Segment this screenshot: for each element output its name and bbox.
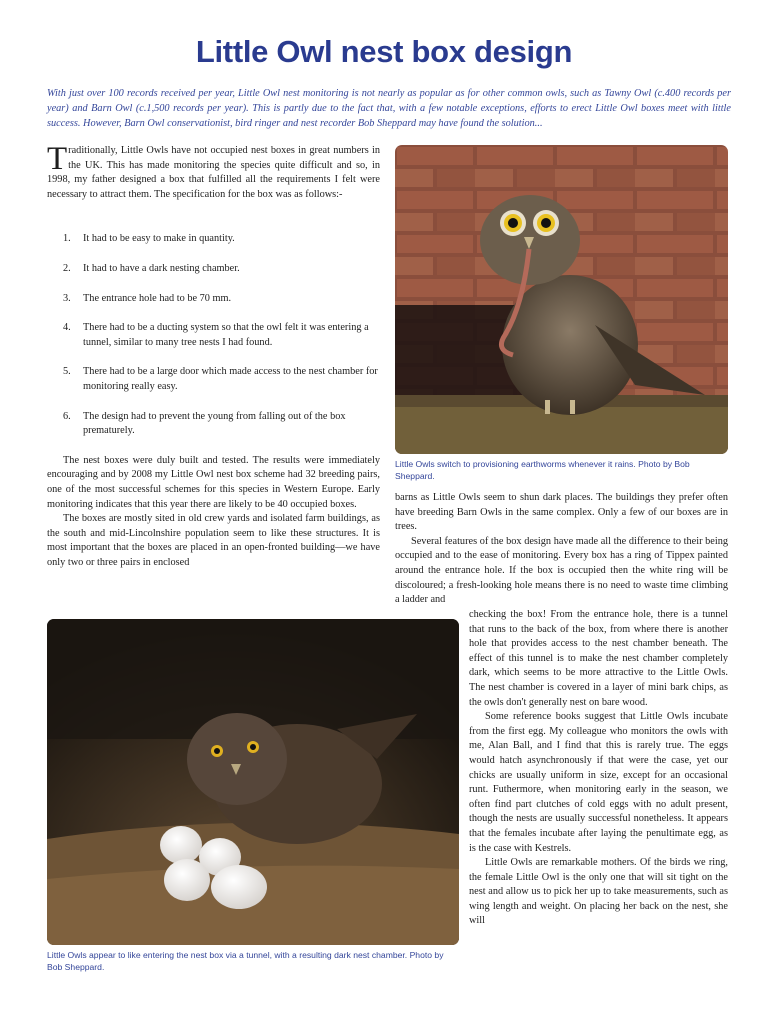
article-title: Little Owl nest box design: [195, 34, 573, 69]
owl-earthworm-image: [395, 145, 728, 454]
owl-earthworm-photo: [395, 145, 728, 454]
paragraph-2: The nest boxes were duly built and tested. The results were immediately encouraging and by 2008 my Little Owl nest box scheme had 32 breeding pairs, one of the most successful schemes for this species in Western Europe. Early monitoring indicates that this year there are likely to be 40 occupied boxes.: [47, 454, 380, 510]
list-item: 6. The design had to prevent the young from falling out of the box prematurely.: [63, 410, 346, 437]
photo-caption-2: Little Owls appear to like entering the nest box via a tunnel, with a resulting dark nest chamber. Photo by Bob Sheppard.: [47, 950, 444, 972]
list-item: 2. It had to have a dark nesting chamber.: [63, 262, 240, 274]
photo-caption-1: Little Owls switch to provisioning earthworms whenever it rains. Photo by Bob Sheppard.: [395, 459, 690, 481]
left-column: [47, 141, 380, 570]
owl-nest-photo: [47, 619, 459, 945]
paragraph-5: Several features of the box design have made all the difference to their being occupied and to the ease of monitoring. Every box has a ring of Tippex painted around the entrance hole. If the box is occupied then the white ring will be discoloured; a fresh-looking hole means there is no need to waste time climbing a ladder and: [395, 535, 728, 606]
article-intro: With just over 100 records received per year, Little Owl nest monitoring is not nearly as popular as for other common owls, such as Tawny Owl (c.400 records per year) and Barn Owl (c.1,500 records per year). This is partly due to the fact that, with a few notable exceptions, efforts to erect Little Owl boxes meet with little success. However, Barn Owl conservationist, bird ringer and nest recorder Bob Sheppard may have found the solution...: [47, 88, 731, 129]
list-item: 3. The entrance hole had to be 70 mm.: [63, 292, 232, 304]
list-item: 5. There had to be a large door which made access to the nest chamber for monitoring really easy.: [63, 366, 378, 392]
paragraph-4: barns as Little Owls seem to shun dark places. The buildings they prefer often have breeding Barn Owls in the same complex. Only a few of our boxes are in trees.: [395, 492, 728, 533]
owl-nest-image: [47, 619, 459, 945]
specification-list: [47, 232, 380, 438]
list-item: 1. It had to be easy to make in quantity.: [63, 233, 235, 245]
list-item: 4. There had to be a ducting system so that the owl felt it was entering a tunnel, similar to many tree nests I had found.: [63, 322, 369, 348]
paragraph-7: Some reference books suggest that Little Owls incubate from the first egg. My colleague who monitors the owls with me, Alan Ball, and I find that this is rarely true. The eggs would hatch asynchronously if that were the case, yet our chicks are usually uniform in size, except for an occasional runt. Futhermore, when monitoring early in the season, we often find part clutches of cold eggs with no adult present, though the nests are usually successful nonetheless. It appears that the females incubate after laying the penultimate egg, as is the case with Kestrels.: [469, 711, 728, 854]
right-column-lower: [469, 608, 728, 929]
right-column-upper: [395, 491, 728, 608]
paragraph-3: The boxes are mostly sited in old crew yards and isolated farm buildings, as the south and mid-Lincolnshire population seem to like these structures. It is most important that the boxes are placed in an open-fronted building—we have only two or three pairs in enclosed: [47, 513, 380, 568]
paragraph-6: checking the box! From the entrance hole, there is a tunnel that runs to the back of the box, from where there is another hole that provides access to the nest chamber beneath. The effect of this tunnel is to make the nest chamber completely dark, which seems to be more attractive to the Little Owls. The nest chamber is covered in a layer of mini bark chips, as the owls don't generally nest on bare wood.: [469, 609, 728, 708]
paragraph-1: Traditionally, Little Owls have not occupied nest boxes in great numbers in the UK. This has made monitoring the species quite difficult and so, in 1998, my father designed a box that fulfilled all the requirements I felt were necessary to attract them. The specification for the box was as follows:-: [47, 141, 380, 200]
drop-cap: T: [47, 141, 68, 177]
paragraph-8: Little Owls are remarkable mothers. Of the birds we ring, the female Little Owl is the only one that will sit tight on the nest and allow us to pick her up to take measurements, such as wing length and weight. On placing her back on the nest, she will: [469, 857, 728, 927]
